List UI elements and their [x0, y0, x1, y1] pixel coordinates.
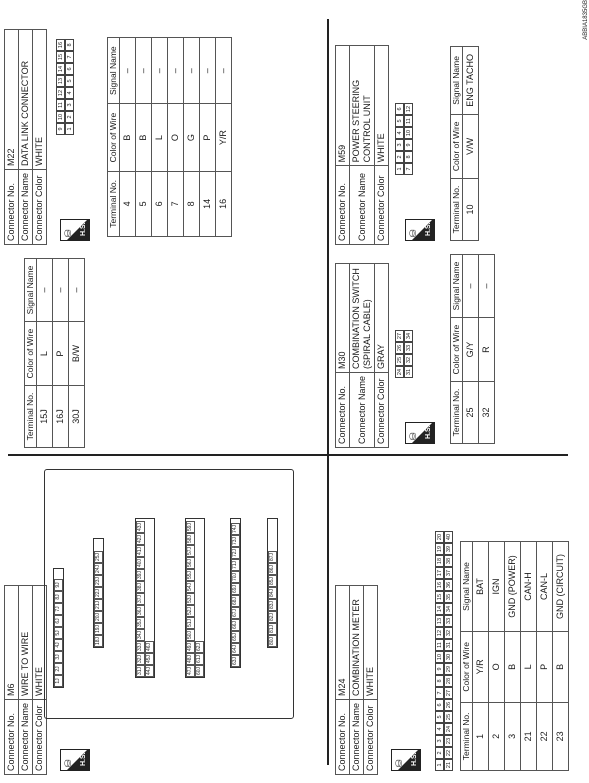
connector-m22-panel [4, 29, 232, 245]
connector-m6-face [44, 469, 294, 719]
table-row: 1 Y/R BAT [473, 542, 489, 771]
table-row: 32 R – [479, 255, 495, 444]
col-color-of-wire: Color of Wire [25, 322, 37, 386]
connector-m59-panel [335, 45, 475, 245]
connector-m22-face: 9 10 11 12 13 14 15 16 1 2 3 4 5 6 7 8 [56, 39, 74, 135]
connector-m6-no: M6 [5, 586, 19, 700]
table-row: 5 B – [136, 38, 152, 237]
connector-m6-color: WHITE [33, 586, 47, 700]
label-connector-name: Connector Name [19, 699, 33, 774]
m6-cavity-f: 80J 81J 82J 83J 84J 85J 86J 87J [267, 518, 278, 648]
m6-cavity-top: 1J 2J 3J 4J 5J 6J 7J 8J 9J [53, 568, 64, 688]
connector-m24-panel [335, 533, 565, 775]
connector-m6-pin-table [24, 258, 85, 448]
hs-icon: ⛁ H.S. [405, 422, 435, 444]
label-connector-no: Connector No. [5, 699, 19, 774]
m6-cavity-d: 47J 48J 49J 50J 51J 52J 53J 54J 55J 56J 57J 58J 59J 60J 61J 62J [185, 518, 205, 678]
connector-m6-pin-table-wrap [24, 258, 85, 448]
connector-m30-pin-table: Terminal No. Color of Wire Signal Name 25 G/Y – 32 R – [450, 254, 495, 444]
connector-m22-pin-table: Terminal No. Color of Wire Signal Name 4 B – 5 B – 6 L – 7 O – 8 G – 14 P – 16 Y/R – [107, 37, 232, 237]
connector-m6-header [4, 585, 47, 775]
connector-m30-header: Connector No. M30 Connector Name COMBINATION SWITCH (SPIRAL CABLE) Connector Color GRAY [335, 263, 389, 448]
m6-cavity-e: 63J 64J 65J 66J 67J 68J 69J 70J 71J 72J 73J 74J [230, 518, 241, 668]
table-row: 4 B – [120, 38, 136, 237]
table-row: 16 Y/R – [216, 38, 232, 237]
horizontal-divider [8, 455, 568, 457]
connector-m6-name: WIRE TO WIRE [19, 586, 33, 700]
m6-cavity-c: 31J 32J 33J 34J 35J 36J 37J 38J 39J 40J 41J 42J 43J 44J 45J 46J [135, 518, 155, 678]
table-row: 2 O IGN [489, 542, 505, 771]
table-row: 3 B GND (POWER) [505, 542, 521, 771]
connector-m30-panel [335, 261, 491, 448]
hs-icon: ⛁ H.S. [60, 219, 90, 241]
table-row: 22 P CAN-L [537, 542, 553, 771]
label-connector-color: Connector Color [33, 699, 47, 774]
table-row: 21 L CAN-H [521, 542, 537, 771]
connector-m30-face: 24 25 26 27 31 32 33 34 [395, 330, 413, 378]
col-terminal-no: Terminal No. [25, 386, 37, 448]
col-signal-name: Signal Name [25, 259, 37, 322]
table-row: 7 O – [168, 38, 184, 237]
connector-m24-pin-table: Terminal No. Color of Wire Signal Name 1 Y/R BAT 2 O IGN 3 B GND (POWER) 21 L CAN-H 22 P CAN-L 23 B GND (CIRCUIT) [460, 541, 569, 771]
connector-m22-header: Connector No. M22 Connector Name DATA LINK CONNECTOR Connector Color WHITE [4, 29, 47, 245]
connector-m59-face: 1 2 3 4 5 6 7 8 9 10 11 12 [395, 103, 413, 175]
table-row: 10 V/W ENG TACHO [463, 47, 479, 241]
connector-m6-panel [4, 522, 275, 775]
table-row: 8 G – [184, 38, 200, 237]
vertical-divider [327, 19, 329, 765]
hs-icon: ⛁ H.S. [60, 749, 90, 771]
connector-m24-face: 1 2 3 4 5 6 7 8 9 10 11 12 13 14 15 16 17 18 19 20 21 22 23 24 25 26 27 28 29 30 31 32 33 34 35 36 37 38 39 40 [435, 531, 453, 771]
table-row: 16J P – [53, 259, 69, 448]
table-row: 25 G/Y – [463, 255, 479, 444]
table-row: 30J B/W – [69, 259, 85, 448]
figure-code: ABBIA1835GB [583, 0, 589, 40]
table-row: 23 B GND (CIRCUIT) [553, 542, 569, 771]
m6-cavity-b: 18J 19J 20J 21J 22J 23J 24J 25J [93, 538, 104, 648]
connector-m24-header: Connector No. M24 Connector Name COMBINATION METER Connector Color WHITE [335, 585, 378, 775]
table-row: 15J L – [37, 259, 53, 448]
hs-icon: ⛁ H.S. [405, 219, 435, 241]
connector-m59-pin-table: Terminal No. Color of Wire Signal Name 10 V/W ENG TACHO [450, 46, 479, 241]
hs-icon: ⛁ H.S. [391, 749, 421, 771]
connector-m59-header: Connector No. M59 Connector Name POWER STEERING CONTROL UNIT Connector Color WHITE [335, 45, 389, 245]
table-row: 6 L – [152, 38, 168, 237]
table-row: 14 P – [200, 38, 216, 237]
